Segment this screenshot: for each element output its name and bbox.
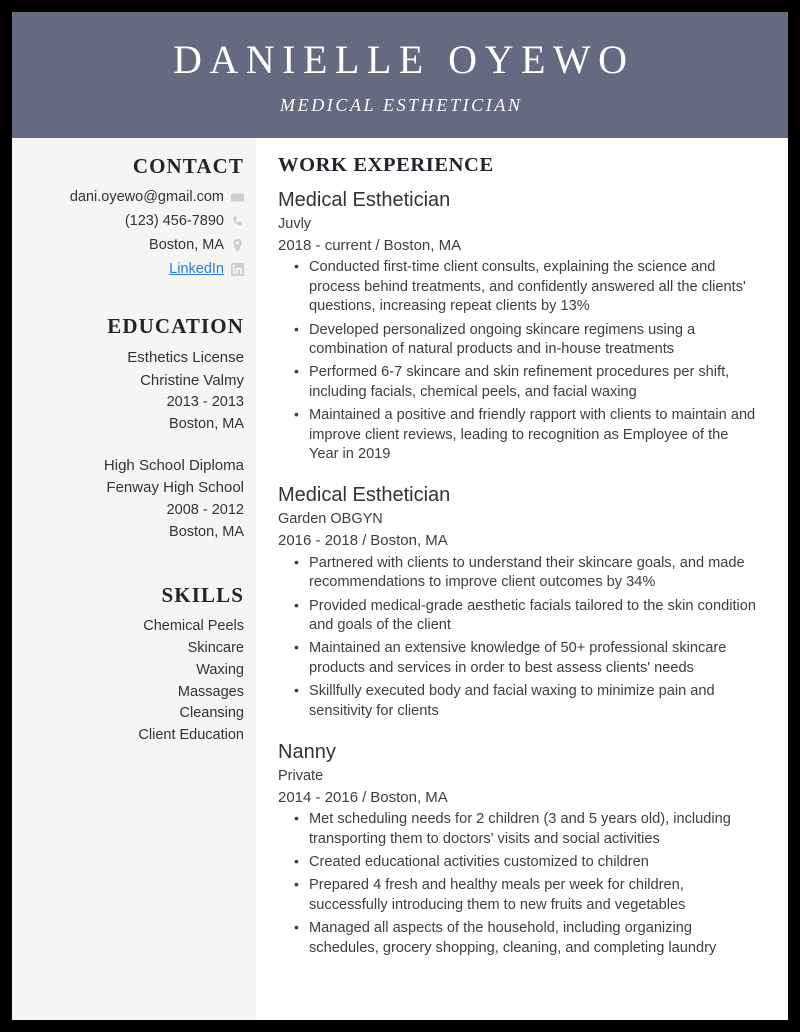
contact-item-email — [22, 187, 244, 208]
job-entry — [278, 483, 758, 721]
job-bullet: • Met scheduling needs for 2 children (3 and 5 years old), including transporting them to doctors' visits and social activities — [309, 810, 758, 849]
skills-section — [22, 583, 244, 747]
job-location: Boston, MA — [383, 236, 462, 254]
candidate-name: DANIELLE OYEWO — [172, 37, 635, 82]
job-meta-separator: / — [362, 788, 367, 806]
job-title: Medical Esthetician — [278, 189, 451, 211]
linkedin-icon[interactable] — [231, 263, 244, 276]
job-bullet: • Partnered with clients to understand their skincare goals, and made recommendations to improve client outcomes by 34% — [309, 554, 758, 593]
job-dates: 2018 - current — [278, 236, 372, 254]
education-location: Boston, MA — [169, 416, 244, 433]
sidebar — [12, 138, 256, 1020]
contact-location-text: Boston, MA — [149, 237, 224, 254]
job-company: Juvly — [278, 216, 312, 232]
contact-linkedin-link[interactable]: LinkedIn — [169, 261, 224, 278]
job-meta — [278, 787, 758, 809]
job-entry — [278, 188, 758, 464]
contact-item-linkedin[interactable] — [22, 259, 244, 280]
education-section — [22, 314, 244, 543]
main-content — [256, 138, 788, 1020]
education-degree: Esthetics License — [127, 349, 244, 367]
contact-phone-text: (123) 456-7890 — [124, 213, 224, 230]
education-years: 2008 - 2012 — [166, 501, 244, 518]
job-bullet: • Provided medical-grade aesthetic facials tailored to the skin condition and goals of the client — [309, 597, 758, 636]
job-title: Medical Esthetician — [278, 484, 451, 507]
resume-header — [12, 12, 788, 138]
education-location: Boston, MA — [169, 523, 244, 540]
job-entry — [278, 740, 758, 958]
job-meta — [278, 235, 758, 257]
job-company: Garden OBGYN — [278, 511, 383, 528]
job-location: Boston, MA — [370, 788, 448, 806]
contact-heading: CONTACT — [132, 154, 244, 178]
skills-heading: SKILLS — [161, 583, 244, 608]
skill-item: Cleansing — [179, 705, 244, 722]
job-bullet-list — [278, 554, 758, 721]
education-school: Fenway High School — [106, 479, 244, 497]
job-meta-separator: / — [375, 236, 380, 254]
job-bullet: • Created educational activities customized to children — [309, 853, 758, 872]
job-meta — [278, 530, 758, 552]
job-bullet: • Prepared 4 fresh and healthy meals per week for children, successfully introducing them to new fruits and vegetables — [309, 876, 758, 915]
job-meta-separator: / — [362, 531, 367, 549]
education-entry — [22, 347, 244, 436]
work-experience-heading: WORK EXPERIENCE — [278, 154, 494, 176]
job-bullet-list — [278, 810, 758, 958]
education-heading: EDUCATION — [107, 314, 244, 339]
location-pin-icon — [231, 239, 244, 252]
job-bullet: • Maintained a positive and friendly rapport with clients to maintain and improve client reviews, leading to recognition as Employee of the Year in 2019 — [309, 406, 758, 464]
contact-item-location — [22, 235, 244, 256]
education-years: 2013 - 2013 — [166, 394, 244, 411]
phone-icon — [231, 215, 244, 228]
job-company: Private — [278, 767, 324, 784]
resume-body — [12, 138, 788, 1020]
job-bullet: • Performed 6-7 skincare and skin refinement procedures per shift, including facials, chemical peels, and facial waxing — [309, 363, 758, 402]
job-bullet: • Conducted first-time client consults, explaining the science and process behind treatments, and confidently answered all the clients' questions, increasing repeat clients by 13% — [309, 258, 758, 316]
contact-item-phone — [22, 211, 244, 232]
job-bullet: • Managed all aspects of the household, including organizing schedules, grocery shopping, cleaning, and completing laundry — [309, 919, 758, 958]
education-school: Christine Valmy — [140, 371, 244, 389]
job-bullet-list — [278, 258, 758, 464]
resume-page — [12, 12, 788, 1020]
education-entry — [22, 455, 244, 544]
candidate-job-title: MEDICAL ESTHETICIAN — [280, 95, 523, 115]
job-bullet: • Developed personalized ongoing skincare regimens using a combination of natural products and in-house treatments — [309, 321, 758, 360]
job-bullet: • Skillfully executed body and facial waxing to minimize pain and sensitivity for clients — [309, 682, 758, 721]
education-degree: High School Diploma — [103, 456, 244, 474]
job-dates: 2016 - 2018 — [278, 531, 359, 549]
envelope-icon — [231, 191, 244, 204]
contact-email-text: dani.oyewo@gmail.com — [69, 189, 224, 206]
job-dates: 2014 - 2016 — [278, 788, 359, 806]
skill-item: Waxing — [196, 661, 244, 678]
skill-item: Client Education — [138, 727, 244, 744]
job-location: Boston, MA — [370, 531, 448, 549]
contact-section — [22, 154, 244, 280]
skill-item: Chemical Peels — [143, 618, 244, 635]
skill-item: Skincare — [187, 640, 244, 657]
job-title: Nanny — [278, 740, 336, 763]
job-bullet: • Maintained an extensive knowledge of 50+ professional skincare products and services in order to best assess clients' needs — [309, 639, 758, 678]
skill-item: Massages — [177, 683, 244, 700]
